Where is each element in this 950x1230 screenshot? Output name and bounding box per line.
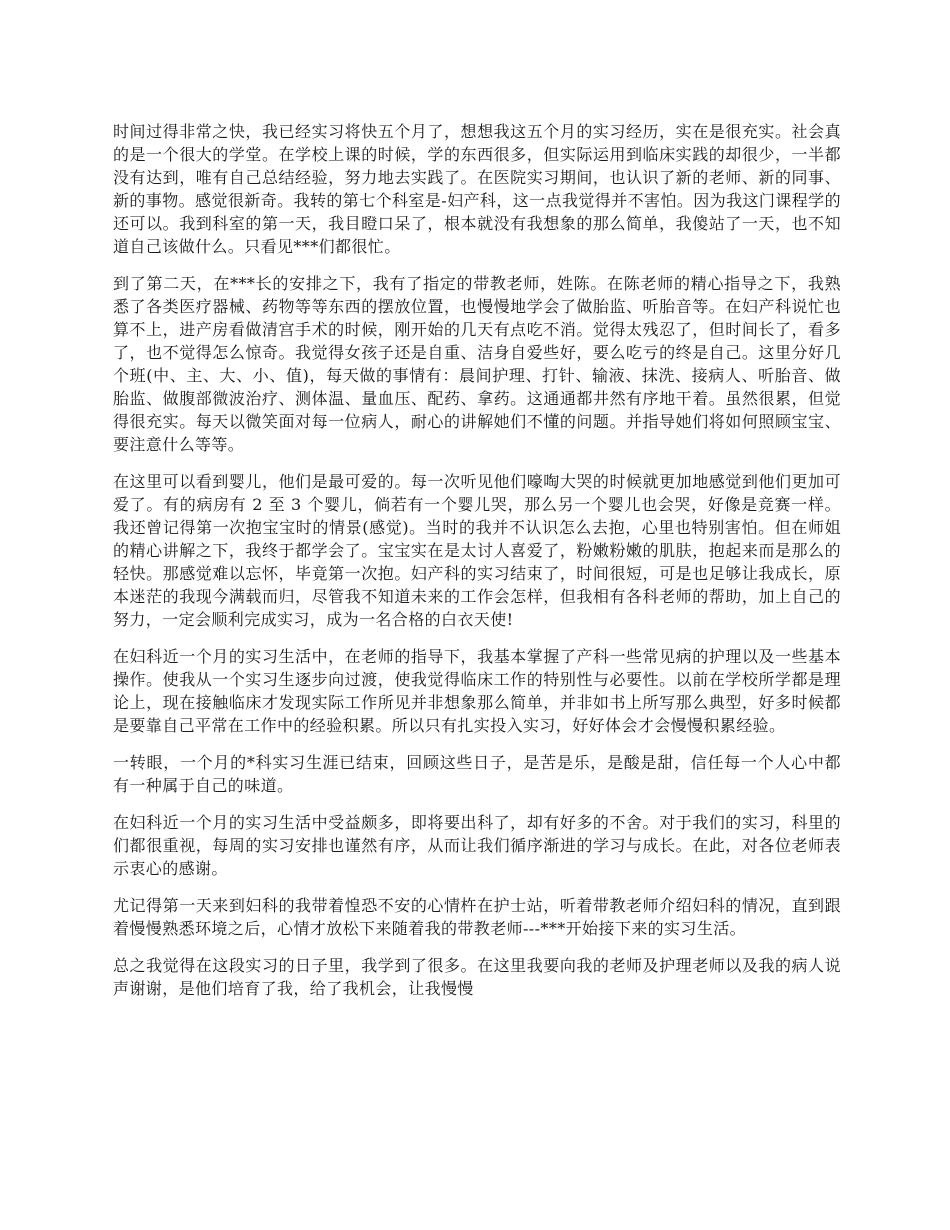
paragraph: 总之我觉得在这段实习的日子里，我学到了很多。在这里我要向我的老师及护理老师以及我的病人说声谢谢，是他们培育了我，给了我机会，让我慢慢 (113, 956, 841, 998)
paragraph: 时间过得非常之快，我已经实习将快五个月了，想想我这五个月的实习经历，实在是很充实。社会真的是一个很大的学堂。在学校上课的时候，学的东西很多，但实际运用到临床实践的却很少，一半都没有达到，唯有自己总结经验，努力地去实践了。在医院实习期间，也认识了新的老师、新的同事、新的事物。感觉很新奇。我转的第七个科室是-妇产科，这一点我觉得并不害怕。因为我这门课程学的还可以。我到科室的第一天，我目瞪口呆了，根本就没有我想象的那么简单，我傻站了一天，也不知道自己该做什么。只看见***们都很忙。 (113, 122, 841, 256)
paragraph: 在妇科近一个月的实习生活中，在老师的指导下，我基本掌握了产科一些常见病的护理以及一些基本操作。使我从一个实习生逐步向过渡，使我觉得临床工作的特别性与必要性。以前在学校所学都是理论上，现在接触临床才发现实际工作所见并非想象那么简单，并非如书上所写那么典型，好多时候都是要靠自己平常在工作中的经验积累。所以只有扎实投入实习，好好体会才会慢慢积累经验。 (113, 647, 841, 735)
paragraph: 到了第二天，在***长的安排之下，我有了指定的带教老师，姓陈。在陈老师的精心指导之下，我熟悉了各类医疗器械、药物等等东西的摆放位置，也慢慢地学会了做胎监、听胎音等。在妇产科说忙也算不上，进产房看做清宫手术的时候，刚开始的几天有点吃不消。觉得太残忍了，但时间长了，看多了，也不觉得怎么惊奇。我觉得女孩子还是自重、洁身自爱些好，要么吃亏的终是自己。这里分好几个班(中、主、大、小、值)，每天做的事情有：晨间护理、打针、输液、抹洗、接病人、听胎音、做胎监、做腹部微波治疗、测体温、量血压、配药、拿药。这通通都井然有序地干着。虽然很累，但觉得很充实。每天以微笑面对每一位病人，耐心的讲解她们不懂的问题。并指导她们将如何照顾宝宝、要注意什么等等。 (113, 274, 841, 454)
paragraph: 一转眼，一个月的*科实习生涯已结束，回顾这些日子，是苦是乐，是酸是甜，信任每一个人心中都有一种属于自己的味道。 (113, 753, 841, 795)
paragraph: 在妇科近一个月的实习生活中受益颇多，即将要出科了，却有好多的不舍。对于我们的实习，科里的们都很重视，每周的实习安排也谨然有序，从而让我们循序渐进的学习与成长。在此，对各位老师表示衷心的感谢。 (113, 813, 841, 878)
document-body (113, 120, 841, 1014)
paragraph: 在这里可以看到婴儿，他们是最可爱的。每一次听见他们嚎啕大哭的时候就更加地感觉到他们更加可爱了。有的病房有 2 至 3 个婴儿，倘若有一个婴儿哭，那么另一个婴儿也会哭，好像是竞赛一样。我还曾记得第一次抱宝宝时的情景(感觉)。当时的我并不认识怎么去抱，心里也特别害怕。但在师姐的精心讲解之下，我终于都学会了。宝宝实在是太讨人喜爱了，粉嫩粉嫩的肌肤，抱起来而是那么的轻快。那感觉难以忘怀，毕竟第一次抱。妇产科的实习结束了，时间很短，可是也足够让我成长，原本迷茫的我现今满载而归，尽管我不知道未来的工作会怎样，但我相有各科老师的帮助，加上自己的努力，一定会顺利完成实习，成为一名合格的白衣天使! (113, 472, 841, 629)
paragraph: 尤记得第一天来到妇科的我带着惶恐不安的心情杵在护士站，听着带教老师介绍妇科的情况，直到跟着慢慢熟悉环境之后，心情才放松下来随着我的带教老师---***开始接下来的实习生活。 (113, 896, 841, 938)
